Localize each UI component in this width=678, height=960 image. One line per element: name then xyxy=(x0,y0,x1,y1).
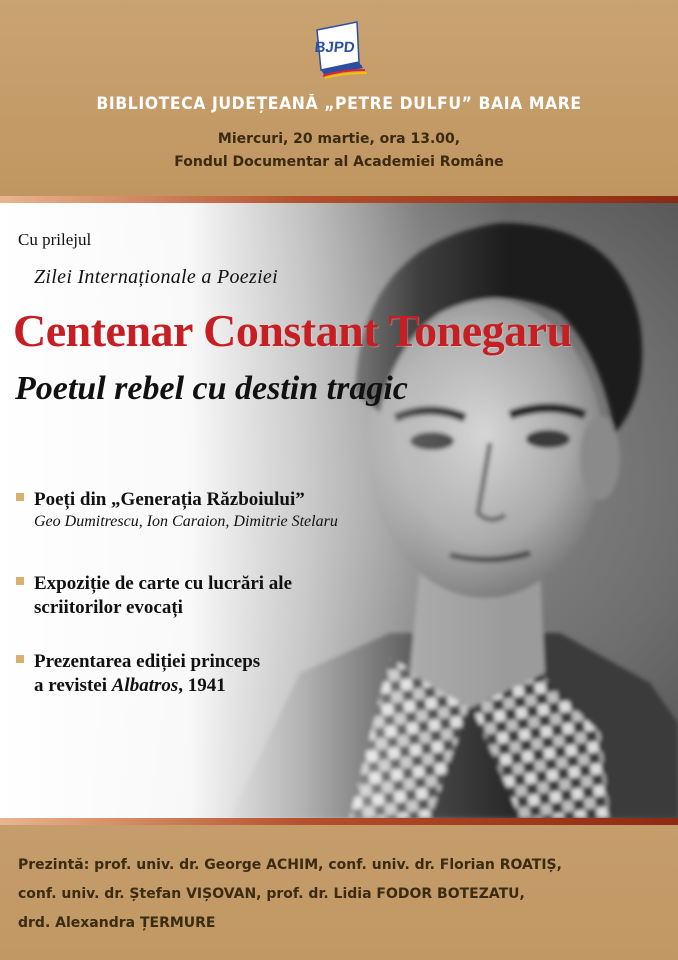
presenters-line: conf. univ. dr. Ștefan VIȘOVAN, prof. dr. Lidia FODOR BOTEZATU, xyxy=(18,886,525,902)
program-item-line2 xyxy=(34,675,260,697)
program-item-title: Expoziție de carte cu lucrări ale xyxy=(34,573,293,594)
logo-subtext: Baia Mare xyxy=(343,63,363,68)
event-date-time: Miercuri, 20 martie, ora 13.00, xyxy=(217,131,461,147)
occasion-text: Cu prilejul xyxy=(18,230,92,249)
occasion-day: Zilei Internaționale a Poeziei xyxy=(34,266,278,288)
bullet-icon xyxy=(16,577,24,585)
bullet-icon xyxy=(16,655,24,663)
header-band xyxy=(0,0,678,196)
institution-name: BIBLIOTECA JUDEȚEANĂ „PETRE DULFU” BAIA MARE xyxy=(96,94,582,113)
program-item-generation xyxy=(16,489,338,531)
library-logo xyxy=(313,16,369,80)
program-item-line2: scriitorilor evocați xyxy=(34,597,183,618)
divider-bottom xyxy=(0,818,678,825)
program-item-authors: Geo Dumitrescu, Ion Caraion, Dimitrie Stelaru xyxy=(34,513,338,530)
magazine-name: Albatros xyxy=(111,675,179,696)
magazine-year: , 1941 xyxy=(178,675,226,696)
program-item-title: Prezentarea ediției princeps xyxy=(34,651,261,672)
event-location: Fondul Documentar al Academiei Române xyxy=(174,154,504,170)
program-item-presentation xyxy=(16,651,260,697)
magazine-prefix: a revistei xyxy=(34,675,112,696)
presenters xyxy=(18,851,668,938)
program-item-title: Poeți din „Generația Războiului” xyxy=(34,489,305,510)
logo-text: BJPD xyxy=(313,39,356,56)
bullet-icon xyxy=(16,493,24,501)
program-item-exhibition xyxy=(16,573,292,619)
presenters-line: drd. Alexandra ȚERMURE xyxy=(18,915,216,931)
event-subtitle: Poetul rebel cu destin tragic xyxy=(15,370,408,407)
divider-top xyxy=(0,196,678,203)
presenters-line: Prezintă: prof. univ. dr. George ACHIM, conf. univ. dr. Florian ROATIȘ, xyxy=(18,857,562,873)
event-title: Centenar Constant Tonegaru xyxy=(13,305,572,356)
